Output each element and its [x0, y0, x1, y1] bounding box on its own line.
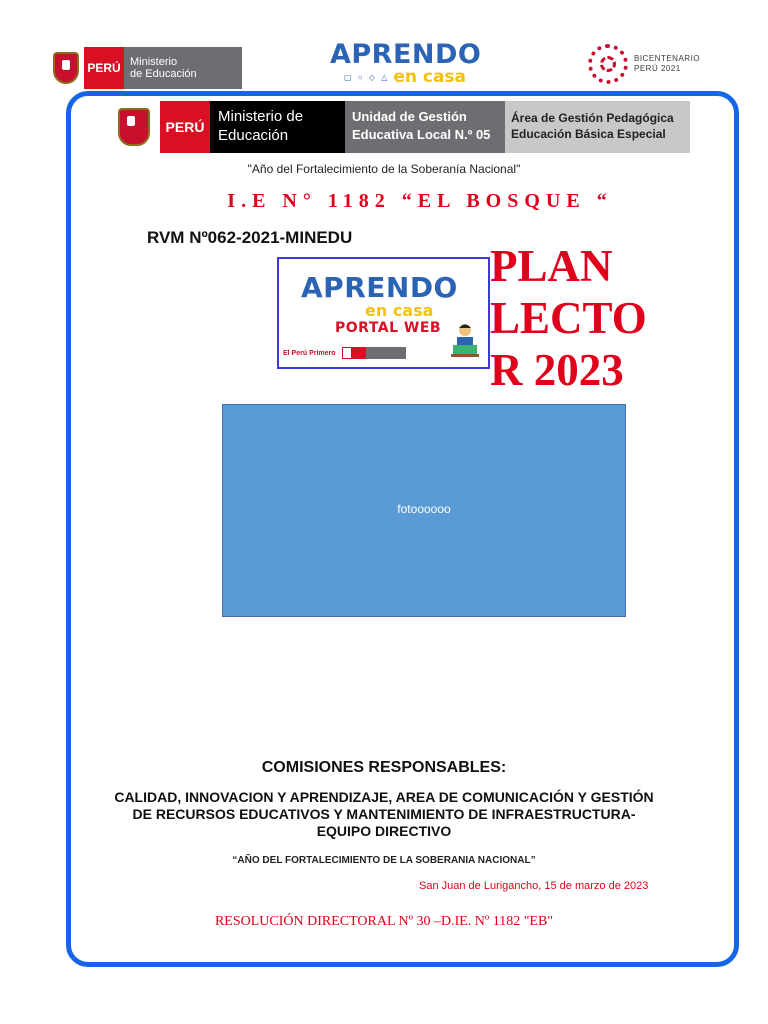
institution-banner [108, 101, 690, 153]
aprendo-portal-web-image [277, 257, 490, 369]
plan-title-line2: LECTO [490, 293, 647, 343]
portal-en-casa-word: en casa [365, 301, 434, 320]
child-reading-icon [449, 321, 481, 357]
ministry-label: Ministerio de Educación [124, 47, 242, 89]
portal-footer-text: El Perú Primero [283, 349, 336, 357]
bicentenario-emblem-icon [588, 44, 628, 84]
photo-placeholder [222, 404, 626, 617]
aprendo-en-casa-logo [330, 40, 480, 90]
place-date: San Juan de Lurigancho, 15 de marzo de 2023 [419, 880, 649, 892]
photo-placeholder-text: fotoooooo [397, 501, 451, 516]
portal-web-label: PORTAL WEB [335, 320, 442, 336]
peru-coat-of-arms-icon [108, 101, 160, 153]
plan-lector-title [490, 240, 647, 396]
aprendo-logo-word: APRENDO [330, 39, 482, 70]
banner-ugel: Unidad de Gestión Educativa Local N.º 05 [345, 101, 505, 153]
coat-of-arms-icon [48, 47, 84, 89]
banner-area: Área de Gestión Pedagógica Educación Básica Especial [505, 101, 690, 153]
portal-minedu-mini-logo [342, 347, 406, 359]
rvm-reference: RVM Nº062-2021-MINEDU [147, 228, 353, 247]
banner-country: PERÚ [160, 101, 210, 153]
year-motto-upper: “AÑO DEL FORTALECIMIENTO DE LA SOBERANIA NACIONAL” [232, 855, 536, 866]
plan-title-line1: PLAN [490, 241, 613, 291]
directoral-resolution: RESOLUCIÓN DIRECTORAL Nº 30 –D.IE. Nº 1182 "EB" [214, 914, 554, 929]
peru-label: PERÚ [84, 47, 124, 89]
school-title: I.E N° 1182 “EL BOSQUE “ [227, 190, 613, 212]
bicentenario-line1: BICENTENARIO [634, 54, 701, 63]
bicentenario-logo [588, 42, 718, 86]
year-motto: "Año del Fortalecimiento de la Soberanía Nacional" [247, 162, 521, 176]
commissions-body: CALIDAD, INNOVACION Y APRENDIZAJE, AREA DE COMUNICACIÓN Y GESTIÓN DE RECURSOS EDUCATIVOS Y MANTENIMIENTO DE INFRAESTRUCTURA-EQUIPO DIRECTIVO [114, 789, 654, 839]
shapes-icon: ▢ ○ ◇ △ [343, 72, 390, 82]
bicentenario-line2: PERÚ 2021 [634, 64, 681, 73]
commissions-title: COMISIONES RESPONSABLES: [261, 759, 507, 776]
minedu-header-logo [48, 47, 242, 89]
banner-ministry: Ministerio de Educación [210, 101, 345, 153]
plan-title-line3: R 2023 [490, 345, 624, 395]
portal-aprendo-word: APRENDO [301, 271, 458, 304]
en-casa-word: en casa [393, 67, 467, 87]
